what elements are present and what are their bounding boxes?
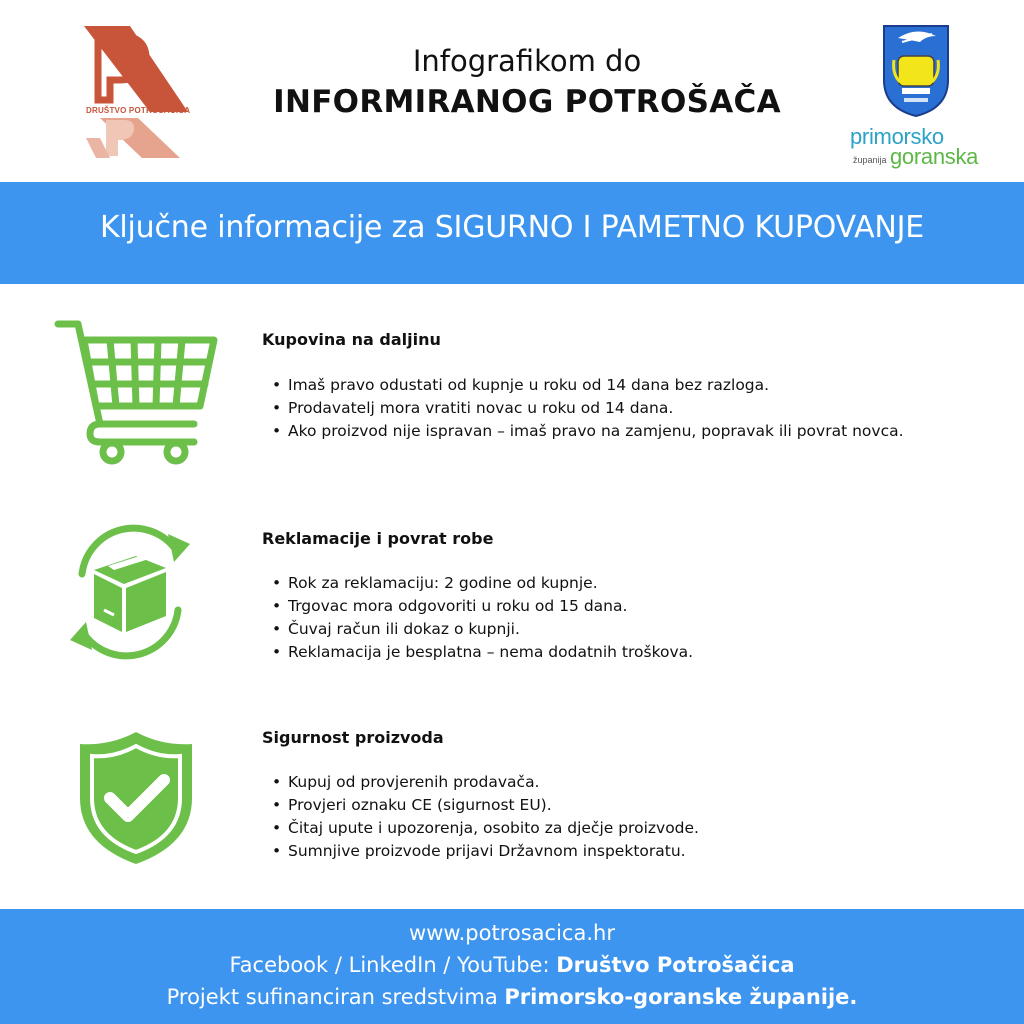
header-title-line1: Infografikom do xyxy=(412,44,642,78)
footer-project-line xyxy=(0,985,1024,1009)
list-item: • Čitaj upute i upozorenja, osobito za dječje proizvode. xyxy=(272,817,699,840)
project-prefix: Projekt sufinanciran sredstvima xyxy=(166,985,505,1009)
section-list xyxy=(272,771,699,863)
section-heading: Reklamacije i povrat robe xyxy=(262,529,494,548)
county-crest-icon xyxy=(880,22,952,120)
shield-check-icon xyxy=(76,728,196,868)
banner-title: Ključne informacije za SIGURNO I PAMETNO KUPOVANJE xyxy=(99,210,925,245)
section-list xyxy=(272,374,904,443)
footer-website-line xyxy=(0,921,1024,945)
footer xyxy=(0,909,1024,1024)
header-title-line2: INFORMIRANOG POTROŠAČA xyxy=(273,84,781,120)
list-item: • Rok za reklamaciju: 2 godine od kupnje. xyxy=(272,572,693,595)
social-prefix: Facebook / LinkedIn / YouTube: xyxy=(229,953,557,977)
list-item: • Sumnjive proizvode prijavi Državnom inspektoratu. xyxy=(272,840,699,863)
list-item: • Ako proizvod nije ispravan – imaš pravo na zamjenu, popravak ili povrat novca. xyxy=(272,420,904,443)
county-logo-text xyxy=(850,124,990,174)
list-item: • Imaš pravo odustati od kupnje u roku od 14 dana bez razloga. xyxy=(272,374,904,397)
list-item: • Kupuj od provjerenih prodavača. xyxy=(272,771,699,794)
section-heading: Kupovina na daljinu xyxy=(262,330,441,349)
social-name[interactable]: Društvo Potrošačica xyxy=(556,953,795,977)
list-item: • Čuvaj račun ili dokaz o kupnji. xyxy=(272,618,693,641)
section-heading: Sigurnost proizvoda xyxy=(262,728,444,747)
left-logo-text: DRUŠTVO POTROŠAČICA xyxy=(86,106,191,115)
county-primorsko-text: primorsko xyxy=(850,124,944,149)
box-return-icon xyxy=(64,520,196,664)
shopping-cart-icon xyxy=(54,318,220,466)
list-item: • Provjeri oznaku CE (sigurnost EU). xyxy=(272,794,699,817)
section-list xyxy=(272,572,693,664)
county-zupanija-text: županija xyxy=(853,155,887,165)
county-goranska-text: goranska xyxy=(890,144,979,169)
key-info-banner xyxy=(0,182,1024,284)
website-link[interactable]: www.potrosacica.hr xyxy=(409,921,615,945)
header xyxy=(0,0,1024,182)
list-item: • Reklamacija je besplatna – nema dodatnih troškova. xyxy=(272,641,693,664)
list-item: • Trgovac mora odgovoriti u roku od 15 dana. xyxy=(272,595,693,618)
project-name: Primorsko-goranske županije. xyxy=(504,985,858,1009)
footer-social-line xyxy=(0,953,1024,977)
list-item: • Prodavatelj mora vratiti novac u roku od 14 dana. xyxy=(272,397,904,420)
